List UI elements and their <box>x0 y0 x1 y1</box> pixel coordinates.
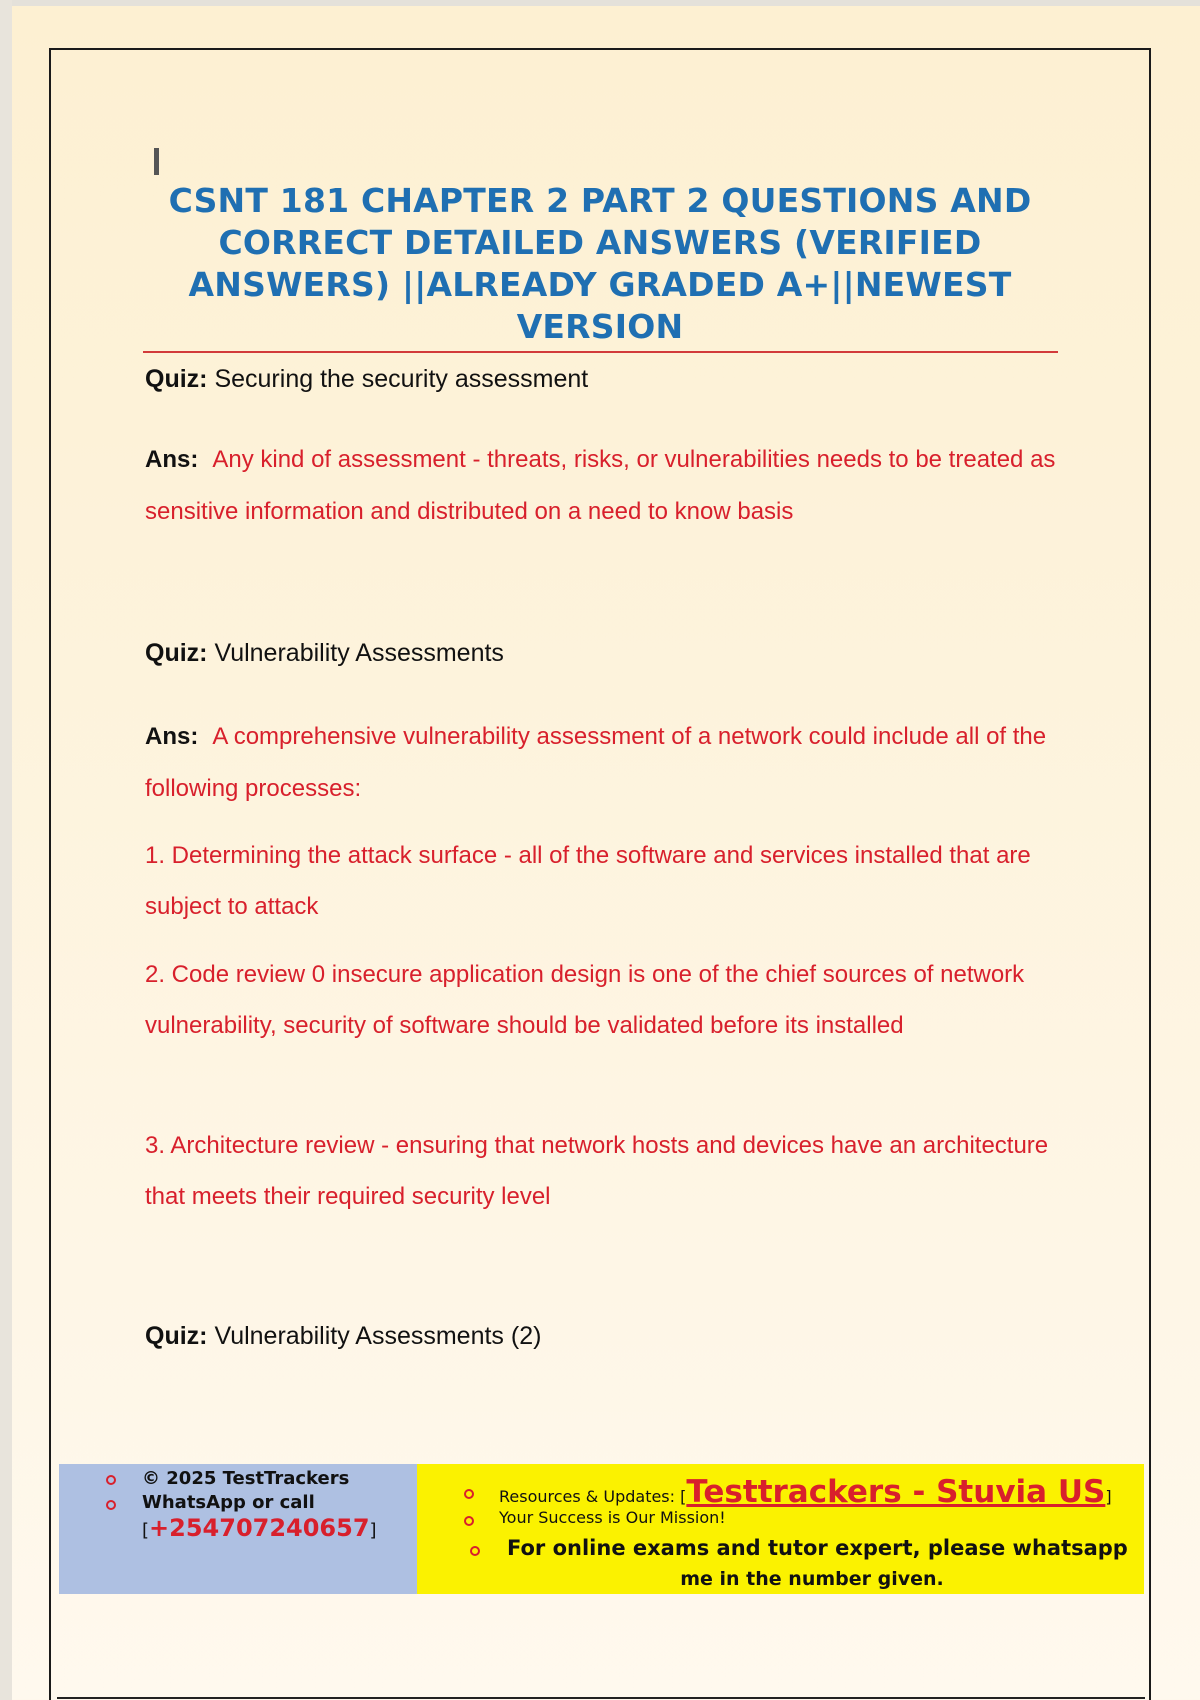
bullet-icon <box>470 1546 480 1556</box>
phone-number[interactable]: [+254707240657] <box>142 1514 377 1542</box>
answer-text: Any kind of assessment - threats, risks, or vulnerabilities needs to be treated as sensitive information and distributed on a need to know basis <box>145 446 1056 525</box>
answer-text: A comprehensive vulnerability assessment of a network could include all of the following processes: <box>145 723 1047 802</box>
ans-label: Ans: <box>145 723 199 750</box>
cta-line-2: me in the number given. <box>680 1568 944 1590</box>
answer-point: 2. Code review 0 insecure application design is one of the chief sources of network vulnerability, security of software should be validated before its installed <box>145 961 1025 1039</box>
ans-label: Ans: <box>145 446 199 473</box>
quiz-question <box>145 1322 541 1351</box>
quiz-question <box>145 365 588 394</box>
answer-point: 1. Determining the attack surface - all of the software and services installed that are subject to attack <box>145 842 1031 920</box>
cta-line-1: For online exams and tutor expert, please whatsapp <box>507 1536 1128 1560</box>
page-bottom-rule <box>57 1697 1145 1699</box>
footer-promo-panel <box>417 1464 1144 1594</box>
document-title: CSNT 181 CHAPTER 2 PART 2 QUESTIONS AND CORRECT DETAILED ANSWERS (VERIFIED ANSWERS) ||ALREADY GRADED A+||NEWEST VERSION <box>168 181 1032 346</box>
title-divider <box>143 351 1058 353</box>
quiz-text: Vulnerability Assessments (2) <box>214 1322 542 1350</box>
quiz-label: Quiz: <box>145 1322 208 1350</box>
resources-line: Resources & Updates: [Testtrackers - Stuvia US] <box>499 1474 1112 1510</box>
window-top-edge <box>0 0 1200 6</box>
answer-block <box>145 434 1065 538</box>
brand-link[interactable]: Testtrackers - Stuvia US <box>686 1474 1106 1510</box>
answer-point: 3. Architecture review - ensuring that network hosts and devices have an architecture that meets their required security level <box>145 1132 1049 1210</box>
quiz-question <box>145 639 504 668</box>
text-cursor <box>154 148 159 175</box>
quiz-text: Vulnerability Assessments <box>214 639 504 667</box>
quiz-label: Quiz: <box>145 365 208 393</box>
bullet-icon <box>464 1489 474 1499</box>
window-left-edge <box>0 0 12 1700</box>
quiz-label: Quiz: <box>145 639 208 667</box>
footer-contact-panel <box>59 1464 417 1594</box>
mission-text: Your Success is Our Mission! <box>499 1508 726 1527</box>
answer-block <box>145 711 1065 815</box>
phone-value[interactable]: +254707240657 <box>149 1514 370 1542</box>
copyright-text: © 2025 TestTrackers <box>142 1468 350 1489</box>
contact-label: WhatsApp or call <box>142 1492 315 1513</box>
bullet-icon <box>464 1516 474 1526</box>
resources-label: Resources & Updates: <box>499 1487 676 1506</box>
quiz-text: Securing the security assessment <box>214 365 589 393</box>
